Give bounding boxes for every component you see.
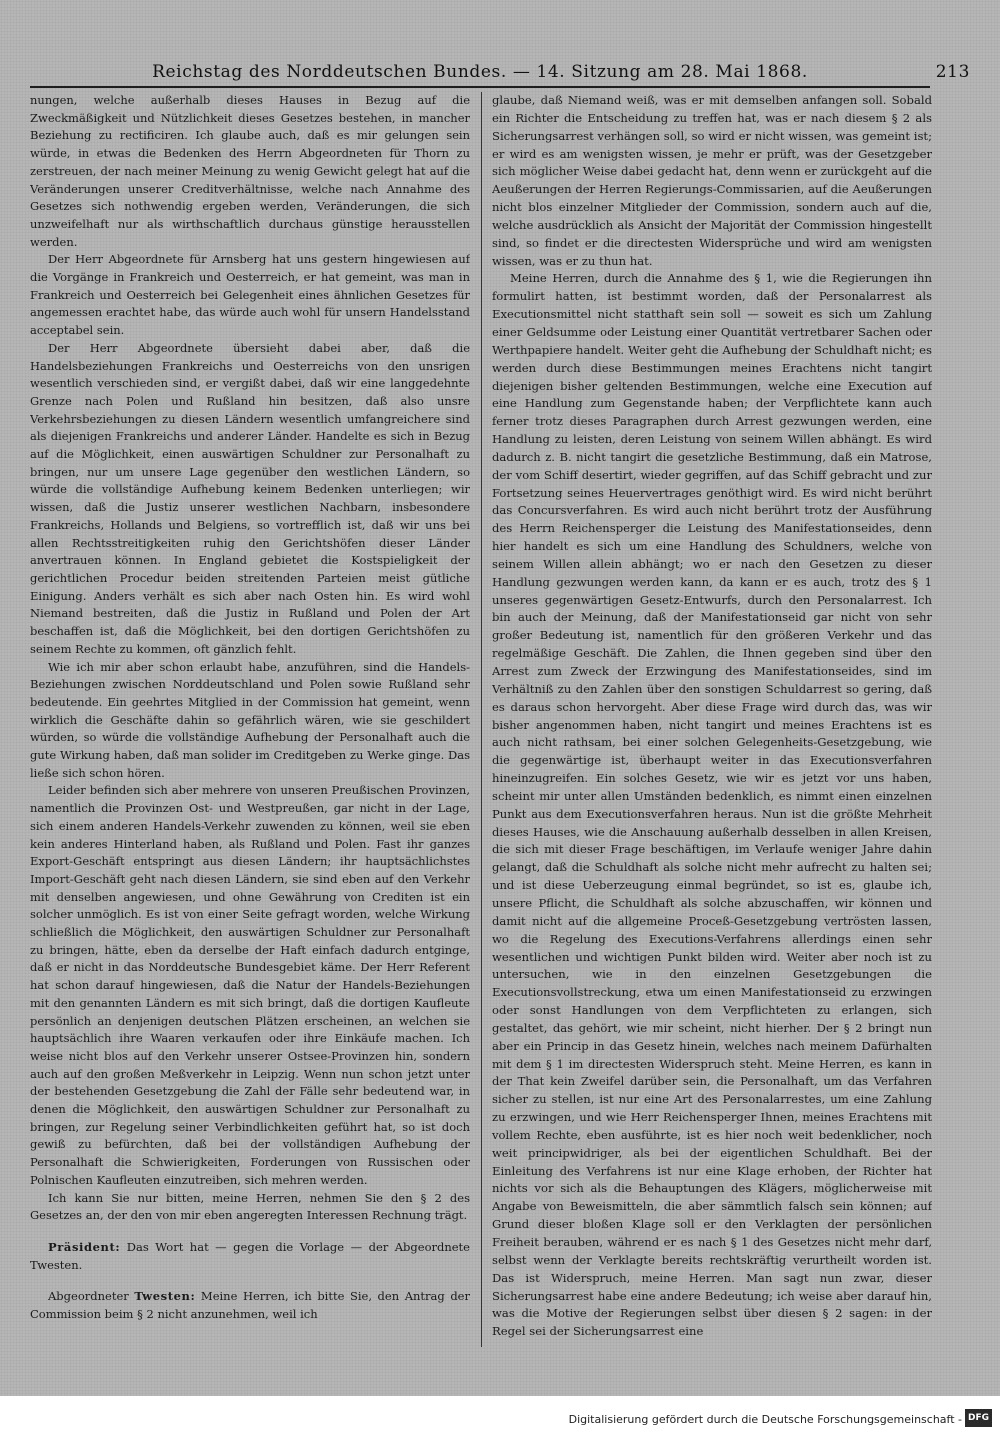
paragraph: Meine Herren, durch die Annahme des § 1, wie die Regierungen ihn formulirt hatten, ist bestimmt worden, daß der Personalarrest als Executionsmittel nicht statthaft sein soll — soweit es sich um Zahlung einer Geldsumme oder Leistung einer Quantität vertretbarer Sachen oder Werthpapiere handelt. Weiter geht die Aufhebung der Schuldhaft nicht; es werden durch diese Bestimmungen meines Erachtens nicht tangirt diejenigen bisher geltenden Bestimmungen, welche eine Execution auf eine Handlung zum Gegenstande haben; der Verpflichtete kann auch ferner trotz dieses Paragraphen durch Arrest gezwungen werden, eine Handlung zu leisten, deren Leistung von seinem Willen abhängt. Es wird dadurch z. B. nicht tangirt die gesetzliche Bestimmung, daß ein Matrose, der vom Schiff desertirt, wieder gegriffen, auf das Schiff gebracht und zur Fortsetzung seines Heuervertrages genöthigt wird. Es wird nicht berührt das Concursverfahren. Es wird auch nicht berührt trotz der Ausführung des Herrn Reichensperger die Leistung des Manifestationseides, denn hier handelt es sich um eine Handlung des Schuldners, welche von seinem Willen allein abhängt; wo er nach den Gesetzen zu dieser Handlung gezwungen werden kann, da kann er es auch, trotz des § 1 unseres gegenwärtigen Gesetz-Entwurfs, durch den Personalarrest. Ich bin auch der Meinung, daß der Manifestationseid gar nicht von sehr großer Bedeutung ist, namentlich für den größeren Verkehr und das regelmäßige Geschäft. Die Zahlen, die Ihnen gegeben sind über den Arrest zum Zweck der Erzwingung des Manifestationseides, sind im Verhältniß zu den Zahlen über den sonstigen Schuldarrest so gering, daß es daraus schon hervorgeht. Aber diese Frage wird durch das, was wir bisher angenommen haben, nicht tangirt und meines Erachtens ist es auch nicht rathsam, bei einer solchen Gelegenheits-Gesetzgebung, wie die gegenwärtige ist, überhaupt weiter in das Executionsverfahren hineinzugreifen. Ein solches Gesetz, wie wir es jetzt vor uns haben, scheint mir unter allen Umständen bedenklich, es nimmt einen einzelnen Punkt aus dem Executionsverfahren heraus. Nun ist die größte Mehrheit dieses Hauses, wie die Anschauung außerhalb desselben in allen Kreisen, die sich mit dieser Frage beschäftigen, im Verlaufe weniger Jahre dahin gelangt, daß die Schuldhaft als solche nicht mehr aufrecht zu halten sei; und ist diese Ueberzeugung einmal begründet, so ist es, glaube ich, unsere Pflicht, die Schuldhaft als solche abzuschaffen, wir können und damit nicht auf die allgemeine Proceß-Gesetzgebung vertrösten lassen, wo die Regelung des Executions-Verfahrens allerdings einen sehr wesentlichen und wichtigen Punkt bilden wird. Weiter aber noch ist zu untersuchen, wie in den einzelnen Gesetzgebungen die Executionsvollstreckung, etwa um einen Manifestationseid zu erzwingen oder sonst Handlungen von dem Verpflichteten zu erlangen, sich gestaltet, das gehört, wie mir scheint, nicht hierher. Der § 2 bringt nun aber ein Princip in das Gesetz hinein, welches nach meinem Dafürhalten mit dem § 1 im directesten Widerspruch steht. Meine Herren, es kann in der That kein Zweifel darüber sein, die Personalhaft, um das Verfahren sicher zu stellen, ist nur eine Art des Personalarrestes, um eine Zahlung zu erzwingen, und wie Herr Reichensperger Ihnen, meines Erachtens mit vollem Rechte, eben ausführte, ist es hier noch weit bedenklicher, noch weit principwidriger, als bei der eigentlichen Schuldhaft. Bei der Einleitung des Verfahrens ist nur eine Klage erhoben, der Richter hat nichts vor sich als die Behauptungen des Klägers, möglicherweise mit Angabe von Beweismitteln, die aber sämmtlich falsch sein können; auf Grund dieser bloßen Klage soll er den Verklagten der persönlichen Freiheit berauben, während er es nach § 1 des Gesetzes nicht mehr darf, selbst wenn der Verklagte bereits rechtskräftig verurtheilt worden ist. Das ist Widerspruch, meine Herren. Man sagt nun zwar, dieser Sicherungsarrest habe eine andere Bedeutung; ich weise aber darauf hin, was die Motive der Regierungen selbst über diesen § 2 sagen: in der Regel sei der Sicherungsarrest eine <box>492 271 932 1339</box>
speaker-lead: Abgeordneter <box>48 1289 135 1304</box>
dfg-logo: DFG <box>965 1409 992 1427</box>
paragraph: glaube, daß Niemand weiß, was er mit demselben anfangen soll. Sobald ein Richter die Entscheidung zu treffen hat, was er nach diesem § 2 als Sicherungsarrest verhängen soll, so wird er nicht wissen, was gemeint ist; er wird es am wenigsten wissen, je mehr er prüft, was der Gesetzgeber sich möglicher Weise dabei gedacht hat, denn wenn er zurückgeht auf die Aeußerungen der Herren Regierungs-Commissarien, auf die Aeußerungen nicht blos einzelner Mitglieder der Commission, sondern auch auf die, welche ausdrücklich als Ansicht der Majorität der Commission hingestellt sind, so findet er die directesten Widersprüche und wird am wenigsten wissen, was er zu thun hat. <box>492 93 932 268</box>
paragraph: Leider befinden sich aber mehrere von unseren Preußischen Provinzen, namentlich die Provinzen Ost- und Westpreußen, gar nicht in der Lage, sich einem anderen Handels-Verkehr zuwenden zu können, weil sie eben kein anderes Hinterland haben, als Rußland und Polen. Fast ihr ganzes Export-Geschäft entspringt aus diesen Ländern; ihr hauptsächlichstes Import-Geschäft geht nach diesen Ländern, sie sind eben auf den Verkehr mit denselben angewiesen, und ohne Gewährung von Crediten ist ein solcher unmöglich. Es ist von einer Seite gefragt worden, welche Wirkung schließlich die Möglichkeit, den auswärtigen Schuldner zur Personalhaft zu bringen, hätte, eben da derselbe der Haft einfach dadurch entginge, daß er nicht in das Norddeutsche Bundesgebiet käme. Der Herr Referent hat schon darauf hingewiesen, daß die Natur der Handels-Beziehungen mit den genannten Ländern es mit sich bringt, daß die dortigen Kaufleute persönlich an denjenigen deutschen Plätzen erscheinen, an welchen sie hauptsächlich ihre Waaren verkaufen oder ihre Einkäufe machen. Ich weise nicht blos auf den Verkehr unserer Ostsee-Provinzen hin, sondern auch auf den großen Meßverkehr in Leipzig. Wenn nun schon jetzt unter der bestehenden Gesetzgebung die Zahl der Fälle sehr bedeutend war, in denen die Möglichkeit, den auswärtigen Schuldner zur Personalhaft zu bringen, zur Regelung seiner Verbindlichkeiten geführt hat, so ist doch gewiß zu befürchten, daß bei der vollständigen Aufhebung der Personalhaft die Schwierigkeiten, Forderungen von Russischen oder Polnischen Kaufleuten einzutreiben, sich mehren werden. <box>30 783 470 1187</box>
speaker-name-president: Präsident: <box>48 1240 121 1254</box>
header-rule <box>30 86 930 88</box>
twesten-paragraph <box>30 1288 470 1323</box>
president-statement: Das Wort hat — gegen die Vorlage — der Abgeordnete Twesten. <box>30 1240 470 1272</box>
speaker-name-twesten: Twesten: <box>134 1289 196 1304</box>
left-column <box>30 92 470 1352</box>
running-head <box>30 58 970 82</box>
footer-credit: Digitalisierung gefördert durch die Deutsche Forschungsgemeinschaft - <box>568 1413 962 1426</box>
paragraph: Ich kann Sie nur bitten, meine Herren, nehmen Sie den § 2 des Gesetzes an, der den von mir eben angeregten Interessen Rechnung trägt. <box>30 1190 470 1223</box>
twesten-statement: Meine Herren, ich bitte Sie, den Antrag der Commission beim § 2 nicht anzunehmen, weil ich <box>30 1289 470 1322</box>
paragraph: Der Herr Abgeordnete übersieht dabei aber, daß die Handelsbeziehungen Frankreichs und Oesterreichs von den unsrigen wesentlich verschieden sind, er vergißt dabei, daß wir eine langgedehnte Grenze nach Polen und Rußland hin besitzen, daß also unsre Verkehrsbeziehungen zu diesen Ländern wesentlich umfangreichere sind als diejenigen Frankreichs und anderer Länder. Handelte es sich in Bezug auf die Möglichkeit, einen auswärtigen Schuldner zur Personalhaft zu bringen, nur um unsere Lage gegenüber den westlichen Ländern, so würde die vollständige Aufhebung keinem Bedenken unterliegen; wir wissen, daß die Justiz unserer westlichen Nachbarn, insbesondere Frankreichs, Hollands und Belgiens, so vortrefflich ist, daß wir uns bei allen Rechtsstreitigkeiten ruhig den Gerichtshöfen dieser Länder anvertrauen können. In England gebietet die Kostspieligkeit der gerichtlichen Procedur beiden streitenden Parteien meist gütliche Einigung. Anders verhält es sich aber nach Osten hin. Es wird wohl Niemand bestreiten, daß die Justiz in Rußland und Polen der Art beschaffen ist, daß die Möglichkeit, bei den dortigen Gerichtshöfen zu seinem Rechte zu kommen, oft gänzlich fehlt. <box>30 340 470 656</box>
column-divider <box>481 92 482 1347</box>
right-column <box>492 92 932 1352</box>
paragraph: nungen, welche außerhalb dieses Hauses in Bezug auf die Zweckmäßigkeit und Nützlichkeit dieses Gesetzes bestehen, in mancher Beziehung zu rectificiren. Ich glaube auch, daß es mir gelungen sein würde, in etwas die Bedenken des Herrn Abgeordneten für Thorn zu zerstreuen, der nach meiner Meinung zu wenig Gewicht gelegt hat auf die Veränderungen unserer Creditverhältnisse, welche nach Annahme des Gesetzes sich nothwendig ergeben werden, Veränderungen, die sich unzweifelhaft nur als wirthschaftlich durchaus günstige herausstellen werden. <box>30 93 470 249</box>
president-paragraph <box>30 1239 470 1274</box>
running-head-title: Reichstag des Norddeutschen Bundes. — 14. Sitzung am 28. Mai 1868. <box>152 62 808 82</box>
paragraph: Der Herr Abgeordnete für Arnsberg hat uns gestern hingewiesen auf die Vorgänge in Frankreich und Oesterreich, er hat gemeint, was man in Frankreich und Oesterreich bei Gelegenheit eines ähnlichen Gesetzes für angemessen erachtet habe, das würde auch wohl für unsern Handelsstand acceptabel sein. <box>30 252 470 338</box>
paragraph: Wie ich mir aber schon erlaubt habe, anzuführen, sind die Handels-Beziehungen zwischen Norddeutschland und Polen sowie Rußland sehr bedeutende. Ein geehrtes Mitglied in der Commission hat gemeint, wenn wirklich die Geschäfte dahin so gefährlich wären, wie sie geschildert würden, so würde die vollständige Aufhebung der Personalhaft auch die gute Wirkung haben, daß man solider im Creditgeben zu Werke ginge. Das ließe sich schon hören. <box>30 659 470 780</box>
page-number: 213 <box>935 62 970 82</box>
footer <box>0 1396 1000 1432</box>
